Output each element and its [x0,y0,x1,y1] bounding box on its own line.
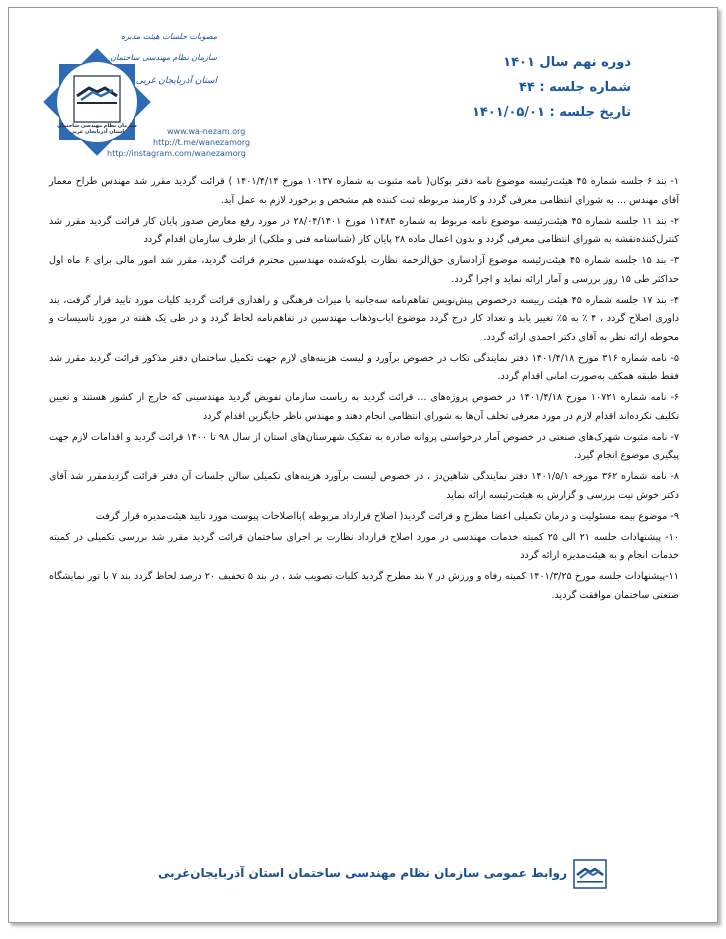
minutes-item: ۵- نامه شماره ۳۱۶ مورخ ۱۴۰۱/۴/۱۸ دفتر نمایندگی تکاب در خصوص برآورد و لیست هزینه‌های لازم جهت تکمیل ساختمان دفتر مذکور قرائت گردید مقرر شد فقط طبقه همکف به‌صورت امانی اقدام گردد. [49,352,680,382]
contact-links [107,126,250,159]
badge-caption-line: استان آذربایجان غربی [69,129,125,135]
session-date: تاریخ جلسه : ۱۴۰۱/۰۵/۰۱ [471,105,631,120]
minutes-item: ۱- بند ۶ جلسه شماره ۴۵ هیئت‌رئیسه موضوع نامه دفتر بوکان( نامه مثبوت به شماره ۱۰۱۳۷ مورخ ۱۴۰۱/۴/۱۴ ) قرائت گردید مقرر شد مهندس طراح معمار آقای مهندس ... به شورای انتظامی معرفی گردد و کارمند مربوطه ثبت کننده هم مشخص و برخورد لازم به عمل آید. [49,176,679,206]
telegram-link[interactable]: http://t.me/wanezamorg [153,138,251,147]
minutes-item: ۶- نامه شماره ۱۰۷۲۱ مورخ ۱۴۰۱/۴/۱۸ در خصوص پروژه‌های ... قرائت گردید به ریاست سازمان تفویض گردید مهندسینی که خارج از کشور هستند و تعیین تکلیف نکرده‌اند اقدام لازم در مورد معرفی تخلف آن‌ها به شورای انتظامی انجام دهند و مهندس ناظر جایگزین اقدام گردد [49,392,679,422]
instagram-link[interactable]: http://instagram.com/wanezamorg [107,149,246,158]
minutes-item: ۸- نامه شماره ۳۶۲ مورخه ۱۴۰۱/۵/۱ دفتر نمایندگی شاهین‌دژ ، در خصوص لیست برآورد هزینه‌های تکمیلی سالن جلسات آن دفتر قرائت گردیدمقرر شد آقای دکتر خوش نیت بررسی و گزارش به هیئت‌رئیسه ارائه نماید [49,471,679,501]
organization-logo-block [37,26,267,160]
minutes-item: ۱۰- پیشنهادات جلسه ۲۱ الی ۲۵ کمیته خدمات مهندسی در مورد اصلاح قرارداد نظارت بر اجرای ساختمان قرائت گردید مقرر شد بررسی تکمیلی در کمیته خدمات انجام و به هیئت‌مدیره ارائه گردد [49,531,680,561]
session-number: شماره جلسه : ۴۴ [519,80,631,95]
emblem-line: استان آذربایجان غربی [135,76,217,86]
minutes-item: ۲- بند ۱۱ جلسه شماره ۴۵ هیئت‌رئیسه موضوع نامه مربوط به شماره ۱۱۴۸۳ مورخ ۲۸/۰۴/۱۴۰۱ در مورد رفع معارض صدور پایان کار قرائت گردید مقرر شد کنترل‌کننده‌نقشه به شورای انتظامی معرفی گردد و بدون اعمال ماده ۲۸ پایان کار (شناسنامه فنی و ملکی) از طرف سازمان اقدام گردد [49,215,680,245]
minutes-body [49,173,679,608]
minutes-item: ۷- نامه مثبوت شهرک‌های صنعتی در خصوص آمار درخواستی پروانه صادره به تفکیک شهرستان‌های استان از سال ۹۸ تا ۱۴۰۰ قرائت گردید و اقدامات لازم جهت پیگیری موضوع انجام گیرد. [49,431,679,461]
session-period: دوره نهم سال ۱۴۰۱ [503,55,631,70]
badge-caption-line: سازمان نظام مهندسی ساختمان [57,123,137,129]
handshake-logo-icon [573,859,607,889]
minutes-item: ۱۱-پیشنهادات جلسه مورخ ۱۴۰۱/۳/۲۵ کمیته رفاه و ورزش در ۷ بند مطرح گردید کلیات تصویب شد ، در بند ۵ تخفیف ۲۰ درصد لحاظ گردد بند ۷ با تور نمایشگاه صنعتی ساختمان موافقت گردید. [49,571,679,601]
footer-label: روابط عمومی سازمان نظام مهندسی ساختمان استان آذربایجان‌غربی [157,866,567,880]
document-page [8,7,718,923]
emblem-line: مصوبات جلسات هیئت مدیره [120,32,217,41]
minutes-item: ۴- بند ۱۷ جلسه شماره ۴۵ هیئت رییسه درخصوص پیش‌نویس تفاهم‌نامه سه‌جانبه با میراث فرهنگی و راهداری قرائت گردید کلیات مورد تایید قرار گرفت، بند داوری اصلاح گردد ، ۴ ٪ به ۵٪ تغییر یابد و تعداد کار درج گردد موضوع ایاب‌وذهاب مهندسین در تفاهم‌نامه لحاظ گردد و در طی یک هفته در مورد تاسیسات و محوطه ارائه نظر به آقای دکتر احمدی ارائه گردد. [49,294,679,343]
emblem-line: سازمان نظام مهندسی ساختمان [110,53,217,62]
minutes-item: ۳- بند ۱۵ جلسه شماره ۴۵ هیئت‌رئیسه موضوع آزادسازی حق‌الزحمه نظارت بلوکه‌شده مهندسین محترم قرائت گردید، مقرر شد امور مالی برای ۶ ماه اول حداکثر طی ۱۵ روز بررسی و آمار ارائه نماید و اجرا گردد. [49,255,679,285]
session-info [472,50,631,125]
footer [137,855,607,895]
website-link[interactable]: www.wa-nezam.org [167,127,246,136]
calligraphy-emblem [110,30,217,108]
minutes-item: ۹- موضوع بیمه مسئولیت و درمان تکمیلی اعضا مطرح و قرائت گردید( اصلاح قرارداد مربوطه )بااصلاحات پیوست مورد تایید هیئت‌مدیره قرار گرفت [95,510,679,522]
